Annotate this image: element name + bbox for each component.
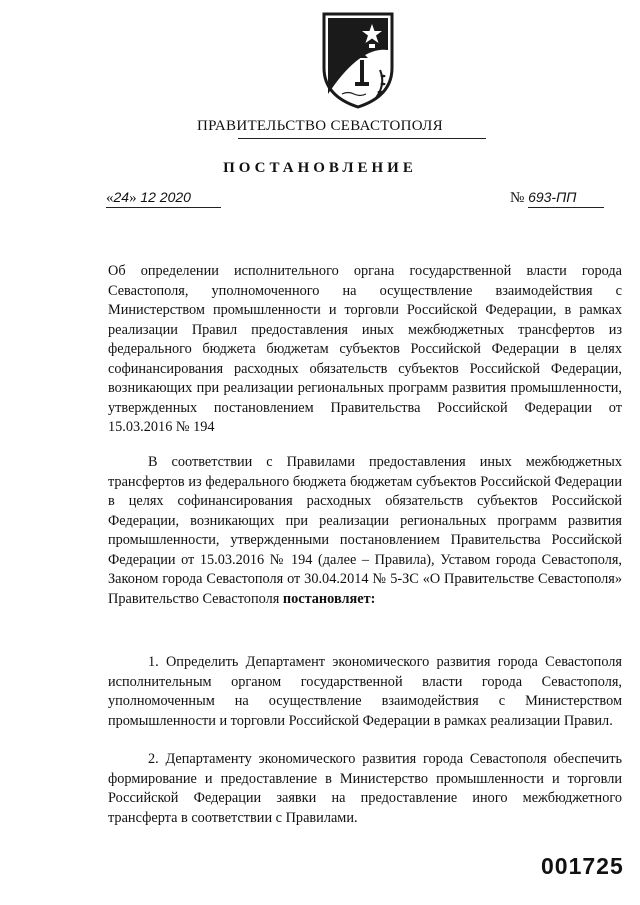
- decree-item-1: 1. Определить Департамент экономического развития города Севастополя исполнительным органом государственной власти города Севастополя, уполномоченным на осуществление взаимодействия с Министерством промышленности и торговли Российской Федерации в рамках реализации Правил.: [108, 654, 622, 729]
- preamble-emphasis: постановляет:: [282, 590, 376, 607]
- decree-title: Об определении исполнительного органа государственной власти города Севастополя, уполномоченного на осуществление взаимодействия с Министерством промышленности и торговли Российской Федерации, в рамках реализации Правил предоставления иных межбюджетных трансфертов из федерального бюджета бюджетам субъектов Российской Федерации в целях софинансирования расходных обязательств субъектов Российской Федерации, возникающих при реализации региональных программ развития промышленности, утвержденных постановлением Правительства Российской Федерации от 15.03.2016 № 194: [108, 263, 622, 435]
- decree-item-2: 2. Департаменту экономического развития города Севастополя обеспечить формирование и предоставление в Министерство промышленности и торговли Российской Федерации заявки на предоставление иного межбюджетного трансферта в соответствии с Правилами.: [108, 751, 622, 826]
- preamble-text: В соответствии с Правилами предоставления иных межбюджетных трансфертов из федерального бюджета бюджетам субъектов Российской Федерации в целях софинансирования расходных обязательств субъектов Российской Федерации, возникающих при реализации региональных программ развития промышленности, утвержденными постановлением Правительства Российской Федерации от 15.03.2016 № 194 (далее – Правила), Уставом города Севастополя, Законом города Севастополя от 30.04.2014 № 5-ЗС «О Правительстве Севастополя» Правительство Севастополя: [108, 454, 622, 607]
- number-prefix: №: [510, 190, 525, 206]
- preamble: [108, 453, 622, 609]
- government-name: ПРАВИТЕЛЬСТВО СЕВАСТОПОЛЯ: [197, 118, 443, 134]
- date-day: 24: [113, 189, 130, 205]
- date-close-quote: »: [129, 190, 137, 206]
- document-type: ПОСТАНОВЛЕНИЕ: [223, 160, 417, 176]
- sevastopol-coat-of-arms-icon: [320, 10, 396, 110]
- date-open-quote: «: [106, 190, 114, 206]
- serial-number: 001725: [541, 853, 624, 879]
- date-month-year: 12 2020: [140, 189, 191, 205]
- decree-number: [510, 189, 604, 208]
- decree-date: [106, 189, 221, 208]
- header-divider: [238, 138, 486, 139]
- number-value: 693-ПП: [528, 189, 577, 205]
